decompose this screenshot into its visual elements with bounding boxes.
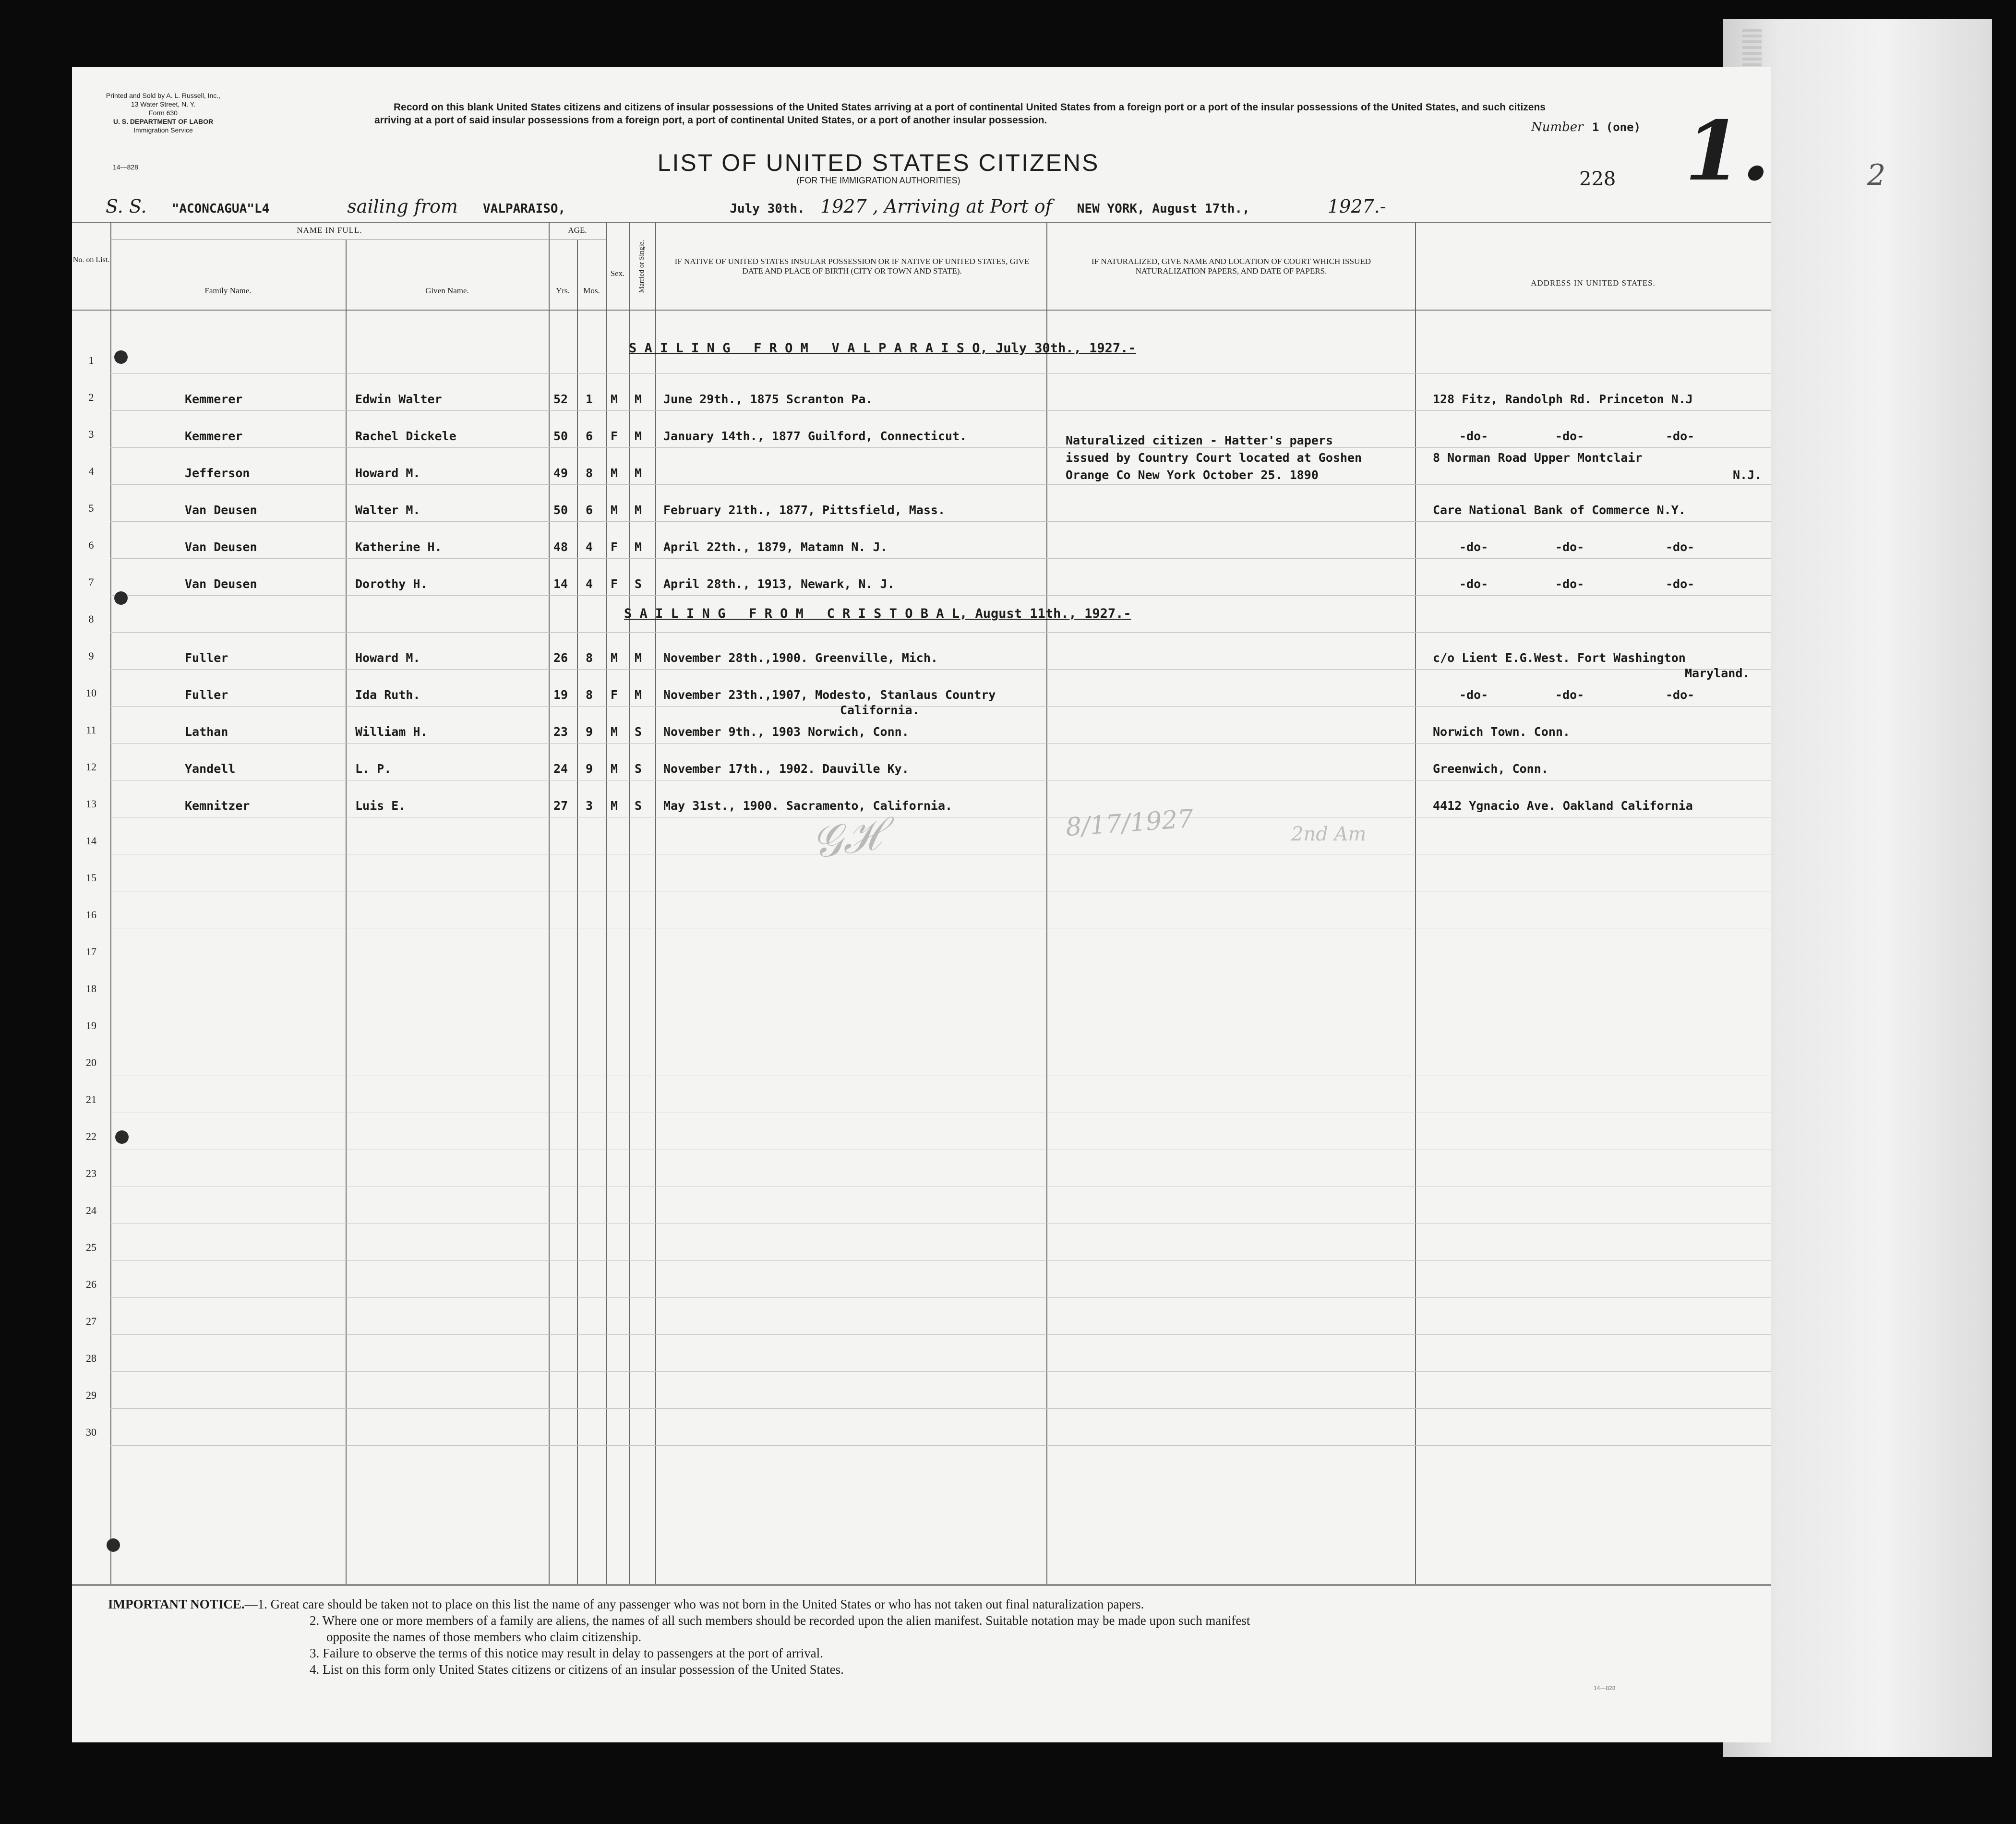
sex: M xyxy=(611,503,618,517)
age-years: 14 xyxy=(553,577,568,591)
form-code: 14—828 xyxy=(113,163,138,171)
family-name: Van Deusen xyxy=(185,503,257,517)
family-name: Van Deusen xyxy=(185,540,257,554)
printer-line: U. S. DEPARTMENT OF LABOR xyxy=(113,118,214,125)
notice-label: IMPORTANT NOTICE. xyxy=(108,1597,245,1611)
given-name: Edwin Walter xyxy=(355,392,442,406)
birth-date-place: April 28th., 1913, Newark, N. J. xyxy=(663,577,895,591)
row-number: 21 xyxy=(86,1093,96,1105)
married-single: M xyxy=(635,429,642,443)
address-ditto: -do- xyxy=(1666,540,1695,554)
header-top-rule xyxy=(72,222,1771,223)
printer-line: 13 Water Street, N. Y. xyxy=(131,100,196,108)
section-date: , August 11th., 1927.- xyxy=(959,606,1131,621)
age-months: 6 xyxy=(586,429,593,443)
married-single: M xyxy=(635,503,642,517)
header-married-single: Married or Single. xyxy=(638,240,646,293)
age-months: 4 xyxy=(586,540,593,554)
given-name: Dorothy H. xyxy=(355,577,428,591)
notice-item-3: 3. Failure to observe the terms of this notice may result in delay to passengers at the port of arrival. xyxy=(310,1646,823,1660)
birth-date-place: November 17th., 1902. Dauville Ky. xyxy=(663,762,909,776)
row-number: 27 xyxy=(86,1315,96,1327)
address-ditto: -do- xyxy=(1555,577,1584,591)
row-number: 4 xyxy=(88,465,94,477)
ship-prefix: S. S. xyxy=(106,196,147,217)
number-label: Number xyxy=(1531,120,1584,134)
header-given-name: Given Name. xyxy=(425,286,469,295)
notice-item-1: —1. Great care should be taken not to place on this list the name of any passenger who was not born in the United States or who has not taken out final naturalization papers. xyxy=(244,1597,1144,1611)
page-number: 228 xyxy=(1579,168,1616,190)
row-number: 23 xyxy=(86,1167,96,1179)
address: 4412 Ygnacio Ave. Oakland California xyxy=(1433,799,1693,813)
age-years: 26 xyxy=(553,651,568,665)
row-number: 8 xyxy=(88,613,94,625)
row-number: 2 xyxy=(88,391,94,403)
row-number: 25 xyxy=(86,1241,96,1253)
given-name: Luis E. xyxy=(355,799,406,813)
header-birth: IF NATIVE OF UNITED STATES INSULAR POSSESSION OR IF NATIVE OF UNITED STATES, GIVE DATE AND PLACE OF BIRTH (CITY OR TOWN AND STATE). xyxy=(674,257,1030,276)
address-ditto: -do- xyxy=(1666,429,1695,443)
inspector-signature: 𝒢ℋ xyxy=(808,809,884,869)
record-instructions: Record on this blank United States citizens and citizens of insular possessions of the United States arriving at a port of continental United States from a foreign port or a port of the insular possessions of the United States, and such citizens arriving at a port of said insular possessions from a foreign port, a port of continental United States, or a port of another insular possession. xyxy=(374,102,1546,126)
sex: F xyxy=(611,429,618,443)
row-number: 12 xyxy=(86,761,96,773)
sailing-label: sailing from xyxy=(347,196,458,217)
age-years: 50 xyxy=(553,429,568,443)
address: Greenwich, Conn. xyxy=(1433,762,1548,776)
row-rule xyxy=(110,1260,1771,1261)
row-number: 18 xyxy=(86,983,96,995)
arrival-port: NEW YORK, August 17th., xyxy=(1077,202,1250,216)
age-months: 8 xyxy=(586,466,593,480)
row-rule xyxy=(110,632,1771,633)
address-cont: Maryland. xyxy=(1685,666,1750,680)
sex: M xyxy=(611,392,618,406)
given-name: Walter M. xyxy=(355,503,420,517)
birth-date-place: May 31st., 1900. Sacramento, California. xyxy=(663,799,953,813)
address-ditto: -do- xyxy=(1459,577,1488,591)
row-number: 13 xyxy=(86,798,96,810)
age-months: 1 xyxy=(586,392,593,406)
age-months: 3 xyxy=(586,799,593,813)
address-ditto: -do- xyxy=(1555,540,1584,554)
given-name: Ida Ruth. xyxy=(355,688,420,702)
header-age: AGE. xyxy=(568,226,587,235)
col-line xyxy=(1415,222,1416,1585)
col-line xyxy=(346,240,347,1584)
sex: M xyxy=(611,762,618,776)
age-months: 8 xyxy=(586,651,593,665)
row-rule xyxy=(110,373,1771,374)
given-name: Rachel Dickele xyxy=(355,429,456,443)
col-line xyxy=(629,222,630,1585)
row-number: 5 xyxy=(88,502,94,514)
row-number: 1 xyxy=(88,354,94,366)
row-rule xyxy=(110,521,1771,522)
header-name-in-full: NAME IN FULL. xyxy=(297,226,362,235)
naturalization-info: Orange Co New York October 25. 1890 xyxy=(1066,468,1319,482)
stamp-time: 2nd Am xyxy=(1291,823,1367,845)
notice-item-2: 2. Where one or more members of a family are aliens, the names of all such members should be recorded upon the alien manifest. Suitable notation may be made upon such manifest xyxy=(310,1613,1250,1628)
row-rule xyxy=(110,558,1771,559)
form-subtitle: (FOR THE IMMIGRATION AUTHORITIES) xyxy=(796,176,960,185)
married-single: S xyxy=(635,577,642,591)
section-title: S A I L I N G F R O M C R I S T O B A L xyxy=(624,606,960,621)
arriving-label: , Arriving at Port of xyxy=(872,196,1052,217)
binder-hole xyxy=(107,1538,120,1552)
number-field xyxy=(1531,120,1641,134)
address: 128 Fitz, Randolph Rd. Princeton N.J xyxy=(1433,392,1693,406)
row-rule xyxy=(110,669,1771,670)
age-years: 27 xyxy=(553,799,568,813)
form-title: LIST OF UNITED STATES CITIZENS xyxy=(657,149,1100,176)
given-name: Katherine H. xyxy=(355,540,442,554)
stamp-date: 8/17/1927 xyxy=(1065,804,1195,842)
married-single: S xyxy=(635,725,642,739)
notice-item-4: 4. List on this form only United States citizens or citizens of an insular possession of the United States. xyxy=(310,1662,844,1677)
family-name: Van Deusen xyxy=(185,577,257,591)
row-number: 9 xyxy=(88,650,94,662)
footer-code: 14—828 xyxy=(1594,1685,1616,1692)
printer-line: Printed and Sold by A. L. Russell, Inc., xyxy=(106,92,221,99)
printer-line: Form 630 xyxy=(149,109,178,117)
age-years: 23 xyxy=(553,725,568,739)
address-cont: N.J. xyxy=(1733,468,1762,482)
address: Norwich Town. Conn. xyxy=(1433,725,1570,739)
married-single: M xyxy=(635,392,642,406)
section-cristobal xyxy=(624,606,1131,621)
ship-name: "ACONCAGUA"L4 xyxy=(171,202,270,216)
age-months: 4 xyxy=(586,577,593,591)
address-ditto: -do- xyxy=(1459,429,1488,443)
age-years: 52 xyxy=(553,392,568,406)
age-months: 9 xyxy=(586,725,593,739)
row-number: 3 xyxy=(88,428,94,440)
sex: F xyxy=(611,577,618,591)
given-name: Howard M. xyxy=(355,651,420,665)
sex: F xyxy=(611,540,618,554)
row-number: 7 xyxy=(88,576,94,588)
notice-item-2-cont: opposite the names of those members who claim citizenship. xyxy=(326,1630,642,1644)
header-months: Mos. xyxy=(583,286,600,295)
row-rule xyxy=(110,410,1771,411)
age-years: 19 xyxy=(553,688,568,702)
row-number: 28 xyxy=(86,1352,96,1364)
family-name: Lathan xyxy=(185,725,228,739)
address-ditto: -do- xyxy=(1555,688,1584,702)
col-line xyxy=(110,222,111,1585)
number-value: 1 (one) xyxy=(1592,120,1641,134)
row-rule xyxy=(110,595,1771,596)
row-rule xyxy=(110,1408,1771,1409)
departure-port: VALPARAISO, xyxy=(483,202,566,216)
address: 8 Norman Road Upper Montclair xyxy=(1433,451,1643,465)
departure-date: July 30th. xyxy=(730,202,805,216)
age-years: 48 xyxy=(553,540,568,554)
birth-date-place: April 22th., 1879, Matamn N. J. xyxy=(663,540,888,554)
age-years: 24 xyxy=(553,762,568,776)
manifest-sheet xyxy=(72,67,1886,1742)
row-number: 30 xyxy=(86,1426,96,1438)
printer-line: Immigration Service xyxy=(133,126,193,134)
header-sex: Sex. xyxy=(610,269,625,278)
given-name: William H. xyxy=(355,725,428,739)
married-single: M xyxy=(635,540,642,554)
row-rule xyxy=(110,447,1771,448)
row-rule xyxy=(110,706,1771,707)
row-number: 6 xyxy=(88,539,94,551)
ship-line xyxy=(106,196,1738,217)
section-title: S A I L I N G F R O M V A L P A R A I S O xyxy=(629,341,980,356)
binder-hole xyxy=(115,1130,129,1144)
family-name: Kemmerer xyxy=(185,429,243,443)
arrival-year-label: 192 xyxy=(1327,196,1363,217)
row-number: 17 xyxy=(86,946,96,958)
age-months: 8 xyxy=(586,688,593,702)
address-ditto: -do- xyxy=(1666,688,1695,702)
given-name: L. P. xyxy=(355,762,392,776)
married-single: M xyxy=(635,466,642,480)
address-ditto: -do- xyxy=(1555,429,1584,443)
married-single: S xyxy=(635,762,642,776)
row-rule xyxy=(110,484,1771,485)
address: Care National Bank of Commerce N.Y. xyxy=(1433,503,1686,517)
arrival-year-digit: 7.- xyxy=(1362,196,1386,217)
family-name: Kemmerer xyxy=(185,392,243,406)
important-notice xyxy=(108,1596,1740,1678)
col-line xyxy=(606,222,607,1585)
section-valparaiso xyxy=(629,341,1136,356)
row-number: 15 xyxy=(86,872,96,884)
printer-block xyxy=(101,91,226,134)
birth-date-place: November 28th.,1900. Greenville, Mich. xyxy=(663,651,938,665)
birth-date-place: November 23th.,1907, Modesto, Stanlaus Country xyxy=(663,688,996,702)
family-name: Kemnitzer xyxy=(185,799,250,813)
row-number: 24 xyxy=(86,1204,96,1216)
handwritten-number: 1. xyxy=(1685,103,1770,199)
birth-date-place: November 9th., 1903 Norwich, Conn. xyxy=(663,725,909,739)
birth-date-place-cont: California. xyxy=(840,703,920,717)
row-number: 19 xyxy=(86,1020,96,1032)
row-number: 29 xyxy=(86,1389,96,1401)
binder-hole xyxy=(114,591,128,605)
age-months: 9 xyxy=(586,762,593,776)
row-rule xyxy=(110,1371,1771,1372)
birth-date-place: June 29th., 1875 Scranton Pa. xyxy=(663,392,873,406)
section-date: , July 30th., 1927.- xyxy=(980,341,1136,356)
header-years: Yrs. xyxy=(556,286,570,295)
birth-date-place: February 21th., 1877, Pittsfield, Mass. xyxy=(663,503,945,517)
col-line xyxy=(1046,222,1047,1585)
sex: M xyxy=(611,466,618,480)
sex: M xyxy=(611,799,618,813)
address-ditto: -do- xyxy=(1666,577,1695,591)
row-number: 14 xyxy=(86,835,96,847)
col-line xyxy=(655,222,656,1585)
address-ditto: -do- xyxy=(1459,540,1488,554)
family-name: Jefferson xyxy=(185,466,250,480)
row-number: 16 xyxy=(86,909,96,921)
row-number: 26 xyxy=(86,1278,96,1290)
header-address: ADDRESS IN UNITED STATES. xyxy=(1531,278,1656,288)
sex: M xyxy=(611,725,618,739)
address-ditto: -do- xyxy=(1459,688,1488,702)
sex: F xyxy=(611,688,618,702)
year-label: 192 xyxy=(820,196,855,217)
birth-date-place: January 14th., 1877 Guilford, Connecticut. xyxy=(663,429,967,443)
age-years: 49 xyxy=(553,466,568,480)
address: c/o Lient E.G.West. Fort Washington xyxy=(1433,651,1686,665)
given-name: Howard M. xyxy=(355,466,420,480)
family-name: Fuller xyxy=(185,688,228,702)
header-bottom-rule xyxy=(72,310,1771,311)
age-years: 50 xyxy=(553,503,568,517)
header-family-name: Family Name. xyxy=(204,286,252,295)
naturalization-info: issued by Country Court located at Goshen xyxy=(1066,451,1362,465)
col-line xyxy=(549,222,550,1585)
married-single: M xyxy=(635,688,642,702)
row-number: 10 xyxy=(86,687,96,699)
row-number: 11 xyxy=(86,724,96,736)
subheader-rule xyxy=(549,239,606,240)
col-line xyxy=(577,240,578,1584)
row-number: 22 xyxy=(86,1130,96,1142)
year-digit: 7 xyxy=(855,196,867,217)
married-single: M xyxy=(635,651,642,665)
side-mark: 2 xyxy=(1867,158,1886,192)
family-name: Fuller xyxy=(185,651,228,665)
sex: M xyxy=(611,651,618,665)
binder-hole xyxy=(114,350,128,364)
row-rule xyxy=(110,1297,1771,1298)
row-rule xyxy=(110,1445,1771,1446)
table-bottom-rule xyxy=(72,1584,1771,1586)
naturalization-info: Naturalized citizen - Hatter's papers xyxy=(1066,433,1333,447)
age-months: 6 xyxy=(586,503,593,517)
header-no-on-list: No. on List. xyxy=(72,256,110,264)
header-naturalized: IF NATURALIZED, GIVE NAME AND LOCATION OF COURT WHICH ISSUED NATURALIZATION PAPERS, AND DATE OF PAPERS. xyxy=(1091,257,1371,276)
row-rule xyxy=(110,1334,1771,1335)
row-rule xyxy=(110,743,1771,744)
family-name: Yandell xyxy=(185,762,236,776)
row-number: 20 xyxy=(86,1056,96,1068)
subheader-rule xyxy=(110,239,550,240)
married-single: S xyxy=(635,799,642,813)
